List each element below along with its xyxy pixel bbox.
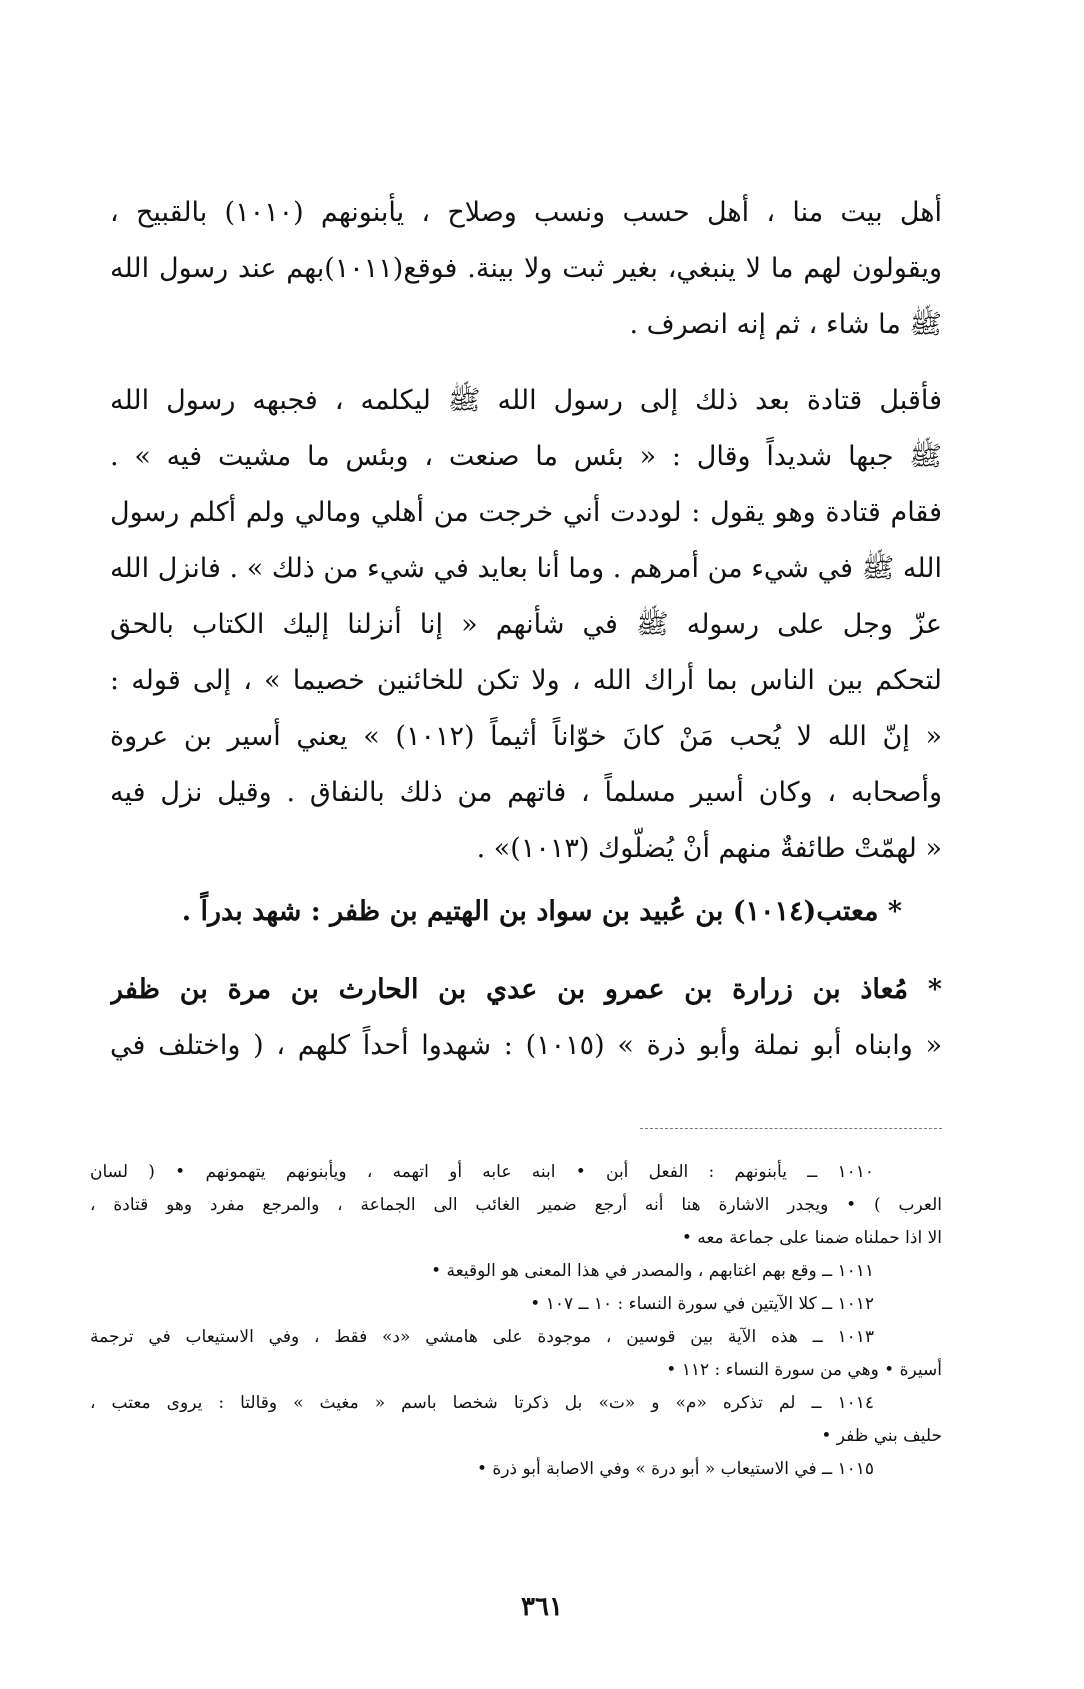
footnote-line: الا اذا حملناه ضمنا على جماعة معه • — [681, 1228, 942, 1248]
footnote-line: ١٠١١ ــ وقع بهم اغتابهم ، والمصدر في هذا المعنى هو الوقيعة • — [431, 1261, 874, 1281]
footnote-separator — [640, 1128, 942, 1129]
text-line: ﷺ جبها شديداً وقال : « بئس ما صنعت ، وبئس ما مشيت فيه » . — [110, 441, 942, 472]
entry-heading: * مُعاذ بن زرارة بن عمرو بن عدي بن الحارث بن مرة بن ظفر — [110, 974, 942, 1005]
footnote-line: ١٠١٠ ــ يأبنونهم : الفعل أبن • ابنه عابه أو اتهمه ، ويأبنونهم يتهمونهم • ( لسان — [90, 1162, 874, 1182]
footnote-line: ١٠١٥ ــ في الاستيعاب « أبو درة » وفي الاصابة أبو ذرة • — [476, 1459, 874, 1479]
footnote-line: ١٠١٢ ــ كلا الآيتين في سورة النساء : ١٠ ــ ١٠٧ • — [530, 1294, 874, 1314]
text-line: ﷺ ما شاء ، ثم إنه انصرف . — [629, 309, 942, 340]
entry-muattib — [110, 884, 942, 940]
page-number: ٣٦١ — [521, 1592, 563, 1622]
footnote-line: ١٠١٣ ــ هذه الآية بين قوسين ، موجودة على هامشي «د» فقط ، وفي الاستيعاب في ترجمة — [90, 1327, 874, 1347]
text-line: فأقبل قتادة بعد ذلك إلى رسول الله ﷺ ليكلمه ، فجبهه رسول الله — [110, 385, 942, 416]
text-line: « وابناه أبو نملة وأبو ذرة » (١٠١٥) : شهدوا أحداً كلهم ، ( واختلف في — [110, 1030, 942, 1061]
text-line: لتحكم بين الناس بما أراك الله ، ولا تكن للخائنين خصيما » ، إلى قوله : — [110, 665, 942, 696]
footnote-line: حليف بني ظفر • — [821, 1426, 942, 1446]
footnote-line: أسيرة • وهي من سورة النساء : ١١٢ • — [666, 1360, 942, 1380]
text-line: وأصحابه ، وكان أسير مسلماً ، فاتهم من ذلك بالنفاق . وقيل نزل فيه — [110, 777, 942, 808]
text-line: « لهمّتْ طائفةٌ منهم أنْ يُضلّوك (١٠١٣)» . — [476, 833, 942, 864]
footnote-line: ١٠١٤ ــ لم تذكره «م» و «ت» بل ذكرتا شخصا باسم « مغيث » وقالتا : يروى معتب ، — [90, 1393, 874, 1413]
paragraph-1 — [110, 185, 942, 353]
text-line: أهل بيت منا ، أهل حسب ونسب وصلاح ، يأبنونهم (١٠١٠) بالقبيح ، — [110, 197, 942, 228]
text-line: ويقولون لهم ما لا ينبغي، بغير ثبت ولا بينة. فوقع(١٠١١)بهم عند رسول الله — [110, 253, 942, 284]
text-line: فقام قتادة وهو يقول : لوددت أني خرجت من أهلي ومالي ولم أكلم رسول — [110, 497, 942, 528]
footnote-line: العرب ) • ويجدر الاشارة هنا أنه أرجع ضمير الغائب الى الجماعة ، والمرجع مفرد وهو قتادة ، — [90, 1195, 942, 1215]
paragraph-2 — [110, 373, 942, 877]
entry-muadh — [110, 962, 942, 1074]
entry-heading: * معتب(١٠١٤) بن عُبيد بن سواد بن الهتيم بن ظفر : شهد بدراً . — [181, 896, 902, 927]
text-line: عزّ وجل على رسوله ﷺ في شأنهم « إنا أنزلنا إليك الكتاب بالحق — [110, 609, 942, 640]
text-line: « إنّ الله لا يُحب مَنْ كانَ خوّاناً أثيماً (١٠١٢) » يعني أسير بن عروة — [110, 721, 942, 752]
text-line: الله ﷺ في شيء من أمرهم . وما أنا بعايد في شيء من ذلك » . فانزل الله — [110, 553, 942, 584]
footnotes — [90, 1156, 942, 1486]
